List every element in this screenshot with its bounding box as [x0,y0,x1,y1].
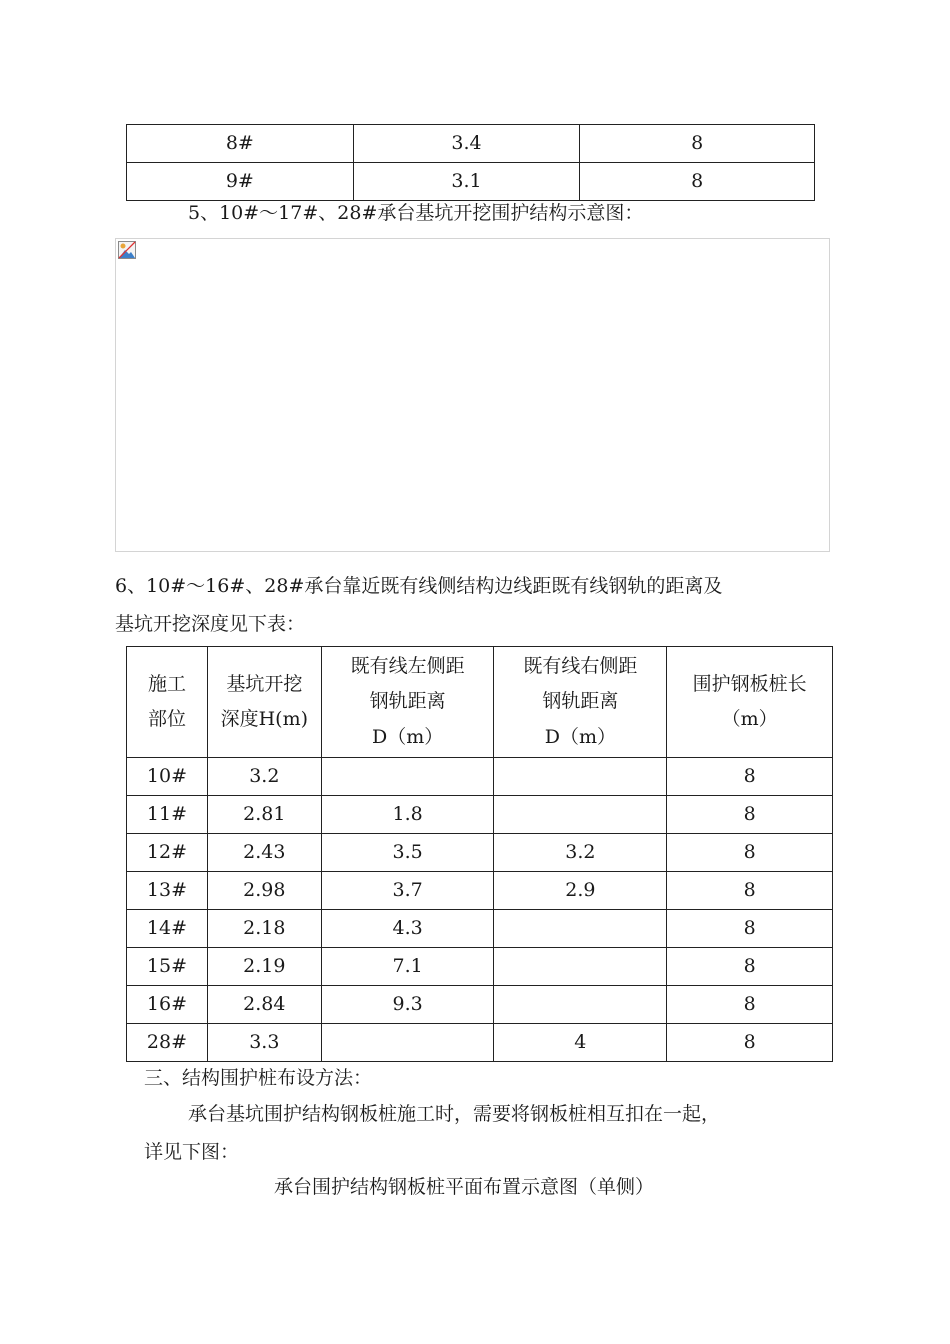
broken-image-icon [118,241,136,259]
table-row [127,948,833,986]
table-cell: 10# [127,758,208,796]
header-line: 既有线左侧距 [350,655,465,678]
header-line: 钢轨距离 [369,690,446,713]
table-cell: 3.4 [353,125,580,163]
table-cell: 2.98 [207,872,321,910]
table-cell: 8 [667,758,833,796]
table-cell [321,1024,494,1062]
table-cell: 4 [494,1024,667,1062]
table-cell: 8 [667,872,833,910]
header-line: 基坑开挖 [226,672,303,695]
paragraph-6-line-2: 基坑开挖深度见下表： [115,613,306,635]
table-cell: 2.18 [207,910,321,948]
table-cell: 3.2 [494,834,667,872]
table-cell: 7.1 [321,948,494,986]
table-row [127,163,815,201]
header-line: D（m） [371,725,444,748]
table-cell [494,910,667,948]
table-cell: 3.1 [353,163,580,201]
table-cell: 8 [580,163,815,201]
paragraph-line-1: 承台基坑围护结构钢板桩施工时，需要将钢板桩相互扣在一起， [188,1103,721,1125]
figure-caption: 承台围护结构钢板桩平面布置示意图（单侧） [274,1176,655,1198]
table-cell: 2.19 [207,948,321,986]
header-cell [321,647,494,758]
table-cell: 3.2 [207,758,321,796]
table-cell: 2.9 [494,872,667,910]
header-line: 围护钢板桩长 [692,672,807,695]
table-cell: 3.7 [321,872,494,910]
table-cell: 8 [580,125,815,163]
table-cell: 8 [667,796,833,834]
header-line: 既有线右侧距 [523,655,638,678]
table-cell [494,986,667,1024]
table-row [127,910,833,948]
header-line: （m） [721,708,778,730]
header-line: D（m） [544,725,616,748]
table-cell: 16# [127,986,208,1024]
figure-caption-5: 5、10#～17#、28#承台基坑开挖围护结构示意图： [188,202,644,224]
section-heading: 三、结构围护桩布设方法： [144,1067,373,1089]
table-cell: 9.3 [321,986,494,1024]
header-line: 部位 [147,708,186,730]
table-cell: 2.43 [207,834,321,872]
table-cell: 11# [127,796,208,834]
table-cell: 1.8 [321,796,494,834]
header-line: 钢轨距离 [542,690,619,713]
table-cell: 8# [127,125,354,163]
table-cell: 15# [127,948,208,986]
pile-table-continued [126,124,815,201]
header-line: 深度H(m) [220,708,309,730]
table-row [127,1024,833,1062]
table-header-row [127,647,833,758]
table-cell [494,796,667,834]
table-cell [321,758,494,796]
paragraph-line-2: 详见下图： [144,1141,240,1163]
table-row [127,872,833,910]
table-cell: 28# [127,1024,208,1062]
table-cell: 14# [127,910,208,948]
table-cell: 8 [667,986,833,1024]
header-cell [494,647,667,758]
table-cell: 2.81 [207,796,321,834]
header-cell [127,647,208,758]
table-cell: 3.5 [321,834,494,872]
table-cell [494,758,667,796]
table-cell: 4.3 [321,910,494,948]
table-cell: 8 [667,1024,833,1062]
table-row [127,796,833,834]
table-cell [494,948,667,986]
image-placeholder [115,238,830,552]
table-cell: 13# [127,872,208,910]
table-row [127,758,833,796]
header-cell [667,647,833,758]
paragraph-6-line-1: 6、10#～16#、28#承台靠近既有线侧结构边线距既有线钢轨的距离及 [115,575,723,597]
table-row [127,125,815,163]
table-cell: 3.3 [207,1024,321,1062]
header-cell [207,647,321,758]
table-row [127,834,833,872]
table-cell: 8 [667,948,833,986]
table-cell: 8 [667,910,833,948]
table-cell: 12# [127,834,208,872]
table-cell: 2.84 [207,986,321,1024]
pile-distance-table [126,646,833,1062]
table-row [127,986,833,1024]
header-line: 施工 [147,672,186,695]
table-cell: 9# [127,163,354,201]
table-cell: 8 [667,834,833,872]
